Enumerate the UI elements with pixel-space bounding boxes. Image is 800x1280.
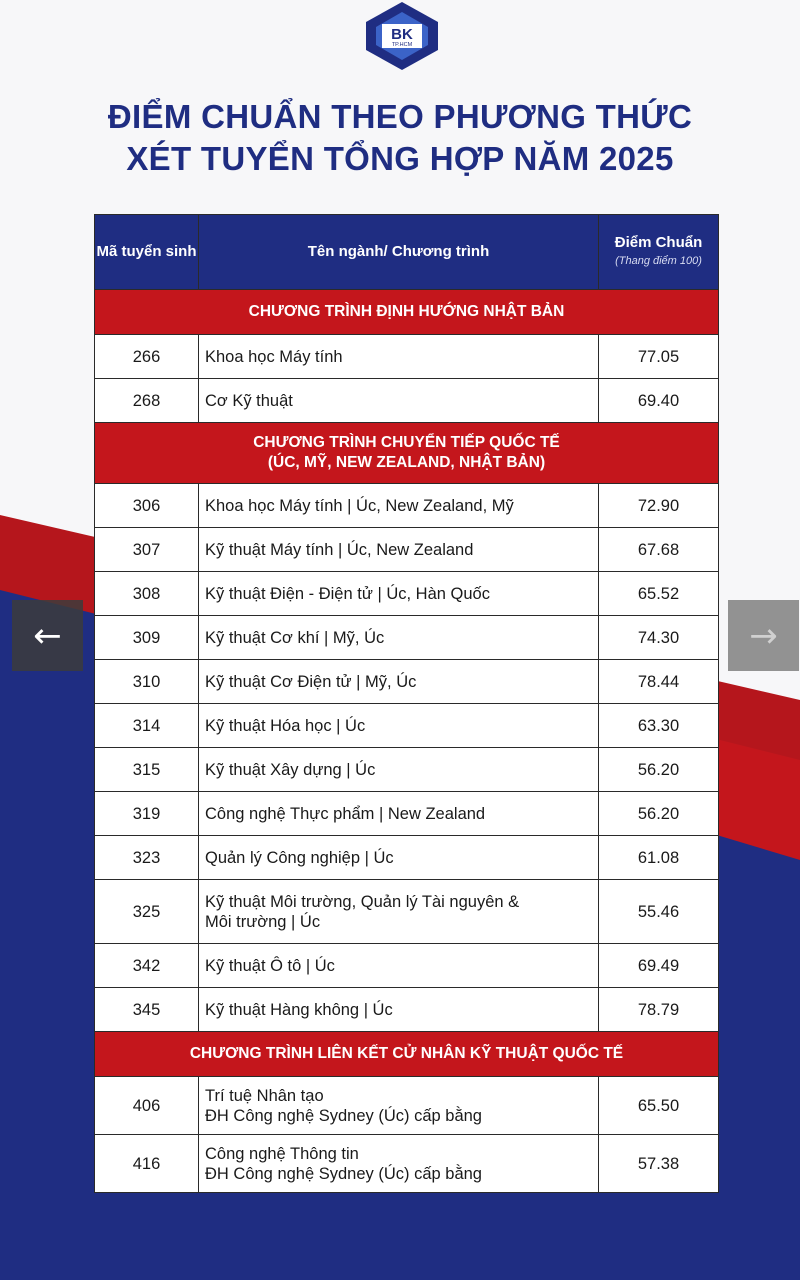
logo-text: BK — [391, 26, 413, 43]
row-score: 69.49 — [599, 944, 719, 988]
row-code: 325 — [95, 880, 199, 944]
table-row — [95, 748, 719, 792]
row-name: Kỹ thuật Máy tính | Úc, New Zealand — [199, 528, 599, 572]
row-name: Công nghệ Thông tin ĐH Công nghệ Sydney (Úc) cấp bằng — [199, 1135, 599, 1193]
table-row — [95, 1135, 719, 1193]
row-score: 69.40 — [599, 379, 719, 423]
row-name: Kỹ thuật Xây dựng | Úc — [199, 748, 599, 792]
section-header — [95, 1032, 719, 1077]
logo-subtext: TP.HCM — [391, 42, 413, 48]
section-title-cell: CHƯƠNG TRÌNH LIÊN KẾT CỬ NHÂN KỸ THUẬT QUỐC TẾ — [95, 1032, 719, 1077]
row-name: Trí tuệ Nhân tạo ĐH Công nghệ Sydney (Úc) cấp bằng — [199, 1077, 599, 1135]
section-subtitle: (ÚC, MỸ, NEW ZEALAND, NHẬT BẢN) — [267, 454, 546, 471]
table-header-row — [95, 215, 719, 290]
table-row — [95, 528, 719, 572]
row-name: Kỹ thuật Ô tô | Úc — [199, 944, 599, 988]
next-slide-button[interactable] — [728, 600, 799, 671]
row-score: 55.46 — [599, 880, 719, 944]
row-name: Kỹ thuật Điện - Điện tử | Úc, Hàn Quốc — [199, 572, 599, 616]
section-header — [95, 290, 719, 335]
row-code: 319 — [95, 792, 199, 836]
table-row — [95, 616, 719, 660]
table-row — [95, 660, 719, 704]
section-header — [95, 423, 719, 484]
arrow-left-icon: ← — [33, 615, 62, 656]
table-row — [95, 880, 719, 944]
row-code: 345 — [95, 988, 199, 1032]
table-row — [95, 572, 719, 616]
row-score: 78.79 — [599, 988, 719, 1032]
row-score: 61.08 — [599, 836, 719, 880]
row-score: 74.30 — [599, 616, 719, 660]
row-score: 65.50 — [599, 1077, 719, 1135]
table-row — [95, 335, 719, 379]
table-row — [95, 792, 719, 836]
section-title-cell: CHƯƠNG TRÌNH CHUYỂN TIẾP QUỐC TẾ (ÚC, MỸ, NEW ZEALAND, NHẬT BẢN) — [95, 423, 719, 484]
row-code: 314 — [95, 704, 199, 748]
header-code: Mã tuyển sinh — [95, 215, 199, 290]
table-row — [95, 836, 719, 880]
row-code: 416 — [95, 1135, 199, 1193]
row-name: Khoa học Máy tính | Úc, New Zealand, Mỹ — [199, 484, 599, 528]
row-code: 323 — [95, 836, 199, 880]
row-name: Kỹ thuật Cơ khí | Mỹ, Úc — [199, 616, 599, 660]
row-code: 309 — [95, 616, 199, 660]
row-score: 56.20 — [599, 748, 719, 792]
row-code: 307 — [95, 528, 199, 572]
table-row — [95, 988, 719, 1032]
row-name: Kỹ thuật Môi trường, Quản lý Tài nguyên & Môi trường | Úc — [199, 880, 599, 944]
prev-slide-button[interactable] — [12, 600, 83, 671]
row-score: 78.44 — [599, 660, 719, 704]
row-name: Quản lý Công nghiệp | Úc — [199, 836, 599, 880]
table-row — [95, 484, 719, 528]
row-code: 310 — [95, 660, 199, 704]
row-score: 63.30 — [599, 704, 719, 748]
row-code: 268 — [95, 379, 199, 423]
header-score: Điểm Chuẩn (Thang điểm 100) — [599, 215, 719, 290]
row-score: 65.52 — [599, 572, 719, 616]
row-code: 306 — [95, 484, 199, 528]
admission-score-table — [94, 214, 719, 1193]
row-score: 56.20 — [599, 792, 719, 836]
page-title — [0, 96, 800, 180]
arrow-right-icon: → — [749, 615, 778, 656]
title-line-2: XÉT TUYỂN TỔNG HỢP NĂM 2025 — [126, 140, 674, 177]
bk-logo — [366, 2, 438, 70]
row-code: 406 — [95, 1077, 199, 1135]
row-code: 266 — [95, 335, 199, 379]
section-title-cell: CHƯƠNG TRÌNH ĐỊNH HƯỚNG NHẬT BẢN — [95, 290, 719, 335]
row-name: Công nghệ Thực phẩm | New Zealand — [199, 792, 599, 836]
table-row — [95, 379, 719, 423]
row-name: Cơ Kỹ thuật — [199, 379, 599, 423]
header-score-note: (Thang điểm 100) — [615, 255, 702, 267]
table-row — [95, 944, 719, 988]
table-row — [95, 704, 719, 748]
row-code: 315 — [95, 748, 199, 792]
table-row — [95, 1077, 719, 1135]
row-score: 67.68 — [599, 528, 719, 572]
row-name: Kỹ thuật Hàng không | Úc — [199, 988, 599, 1032]
row-code: 308 — [95, 572, 199, 616]
header-name: Tên ngành/ Chương trình — [199, 215, 599, 290]
row-name: Khoa học Máy tính — [199, 335, 599, 379]
row-score: 72.90 — [599, 484, 719, 528]
row-name: Kỹ thuật Cơ Điện tử | Mỹ, Úc — [199, 660, 599, 704]
row-score: 57.38 — [599, 1135, 719, 1193]
row-score: 77.05 — [599, 335, 719, 379]
row-code: 342 — [95, 944, 199, 988]
row-name: Kỹ thuật Hóa học | Úc — [199, 704, 599, 748]
title-line-1: ĐIỂM CHUẨN THEO PHƯƠNG THỨC — [107, 98, 693, 135]
